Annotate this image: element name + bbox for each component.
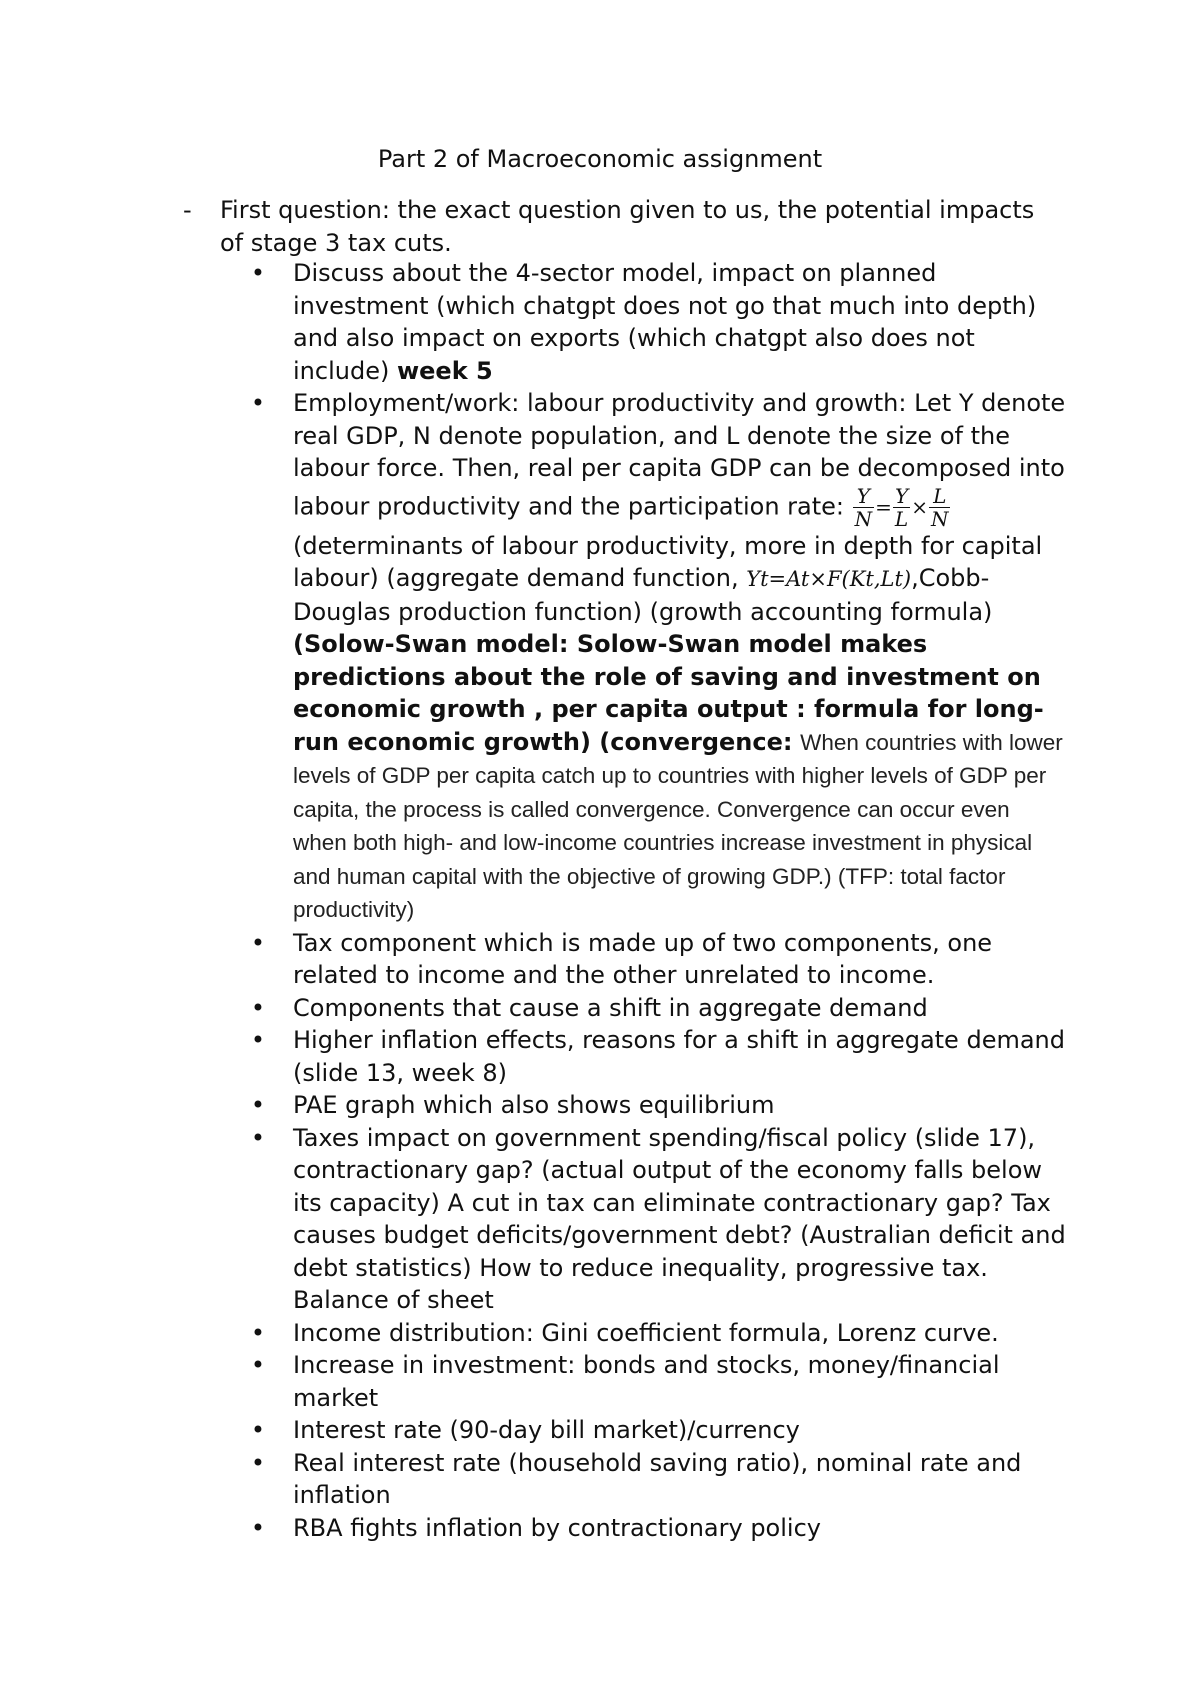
fraction: $\frac{Y}{N}$	[854, 483, 873, 531]
bullet-icon: •	[250, 928, 266, 957]
list-item	[248, 992, 1068, 1025]
item-text: RBA fights inflation by contractionary policy	[293, 1513, 821, 1542]
bullet-icon: •	[250, 1513, 266, 1542]
item-text: Real interest rate (household saving ratio), nominal rate and inflation	[293, 1448, 1022, 1509]
bullet-icon: •	[250, 1351, 266, 1379]
list-item	[248, 1414, 1068, 1447]
convergence-definition-text: When countries with lower levels of GDP per capita catch up to countries with higher levels of GDP per capita, the process is called convergence. Convergence can occur even when both high- and low-income countries increase investment in physical and human capital with the objective of growing GDP.) (TFP: total factor productivity)	[293, 729, 1063, 922]
bullet-icon: •	[250, 1448, 266, 1477]
item-after-production-text: ,Cobb-Douglas production function) (growth accounting formula)	[293, 564, 993, 626]
item-after-formula-text: (determinants of labour productivity, more in depth for capital labour) (aggregate demand function,	[293, 531, 1043, 592]
item-text: Tax component which is made up of two components, one related to income and the other unrelated to income.	[293, 928, 993, 989]
item-text: Taxes impact on government spending/fiscal policy (slide 17), contractionary gap? (actual output of the economy falls below its capacity) A cut in tax can eliminate contractionary gap? Tax causes budget deficits/government debt? (Australian deficit and debt statistics) How to reduce inequality, progressive tax. Balance of sheet	[293, 1123, 1066, 1314]
dash-marker: -	[183, 196, 192, 224]
page-title: Part 2 of Macroeconomic assignment	[377, 145, 823, 173]
list-item	[248, 1024, 1068, 1089]
bullet-icon: •	[250, 1026, 266, 1054]
list-item	[248, 1122, 1068, 1317]
list-item	[248, 927, 1068, 992]
bullet-icon: •	[250, 1318, 266, 1347]
item-intro-text: Employment/work: labour productivity and growth: Let Y denote real GDP, N denote population, and L denote the size of the labour force. Then, real per capita GDP can be decomposed into labour productivity and the participation rate:	[293, 389, 1066, 520]
item-text: Interest rate (90-day bill market)/currency	[293, 1416, 800, 1444]
bullet-icon: •	[250, 1416, 266, 1444]
bullet-icon: •	[250, 993, 266, 1022]
list-item	[248, 1447, 1068, 1512]
item-text: Income distribution: Gini coefficient formula, Lorenz curve.	[293, 1318, 999, 1347]
item-text: Discuss about the 4-sector model, impact on planned investment (which chatgpt does not go that much into depth) and also impact on exports (which chatgpt also does not include)	[293, 259, 1037, 385]
item-text: Components that cause a shift in aggregate demand	[293, 993, 928, 1022]
bullet-icon: •	[250, 1123, 266, 1152]
list-item	[248, 1089, 1068, 1122]
bullet-icon: •	[250, 1091, 266, 1119]
list-item	[248, 1317, 1068, 1350]
item-text: Increase in investment: bonds and stocks, money/financial market	[293, 1351, 1000, 1412]
fraction: $\frac{Y}{L}$	[894, 483, 909, 531]
list-item	[248, 387, 1068, 927]
bullet-icon: •	[250, 259, 266, 287]
list-item	[248, 1512, 1068, 1545]
per-capita-formula: $\frac{Y}{N}$ = $\frac{Y}{L}$ × $\frac{L}{N}$	[854, 483, 949, 531]
production-function-formula: Yt=At×F(Kt,Lt)	[746, 567, 912, 591]
list-item	[248, 1349, 1068, 1414]
solow-swan-text: (Solow-Swan model: Solow-Swan model makes predictions about the role of saving and investment on economic growth , per capita output : formula for long-run economic growth) (convergence:	[293, 630, 1044, 756]
fraction: $\frac{L}{N}$	[930, 483, 949, 531]
bullet-list	[248, 257, 1068, 1544]
bullet-icon: •	[250, 389, 266, 417]
item-text: Higher inflation effects, reasons for a shift in aggregate demand (slide 13, week 8)	[293, 1026, 1065, 1087]
item-bold-text: week 5	[396, 356, 493, 385]
first-question-text: First question: the exact question given to us, the potential impacts of stage 3 tax cuts.	[220, 196, 1035, 257]
item-text: PAE graph which also shows equilibrium	[293, 1091, 775, 1119]
list-item	[248, 257, 1068, 387]
